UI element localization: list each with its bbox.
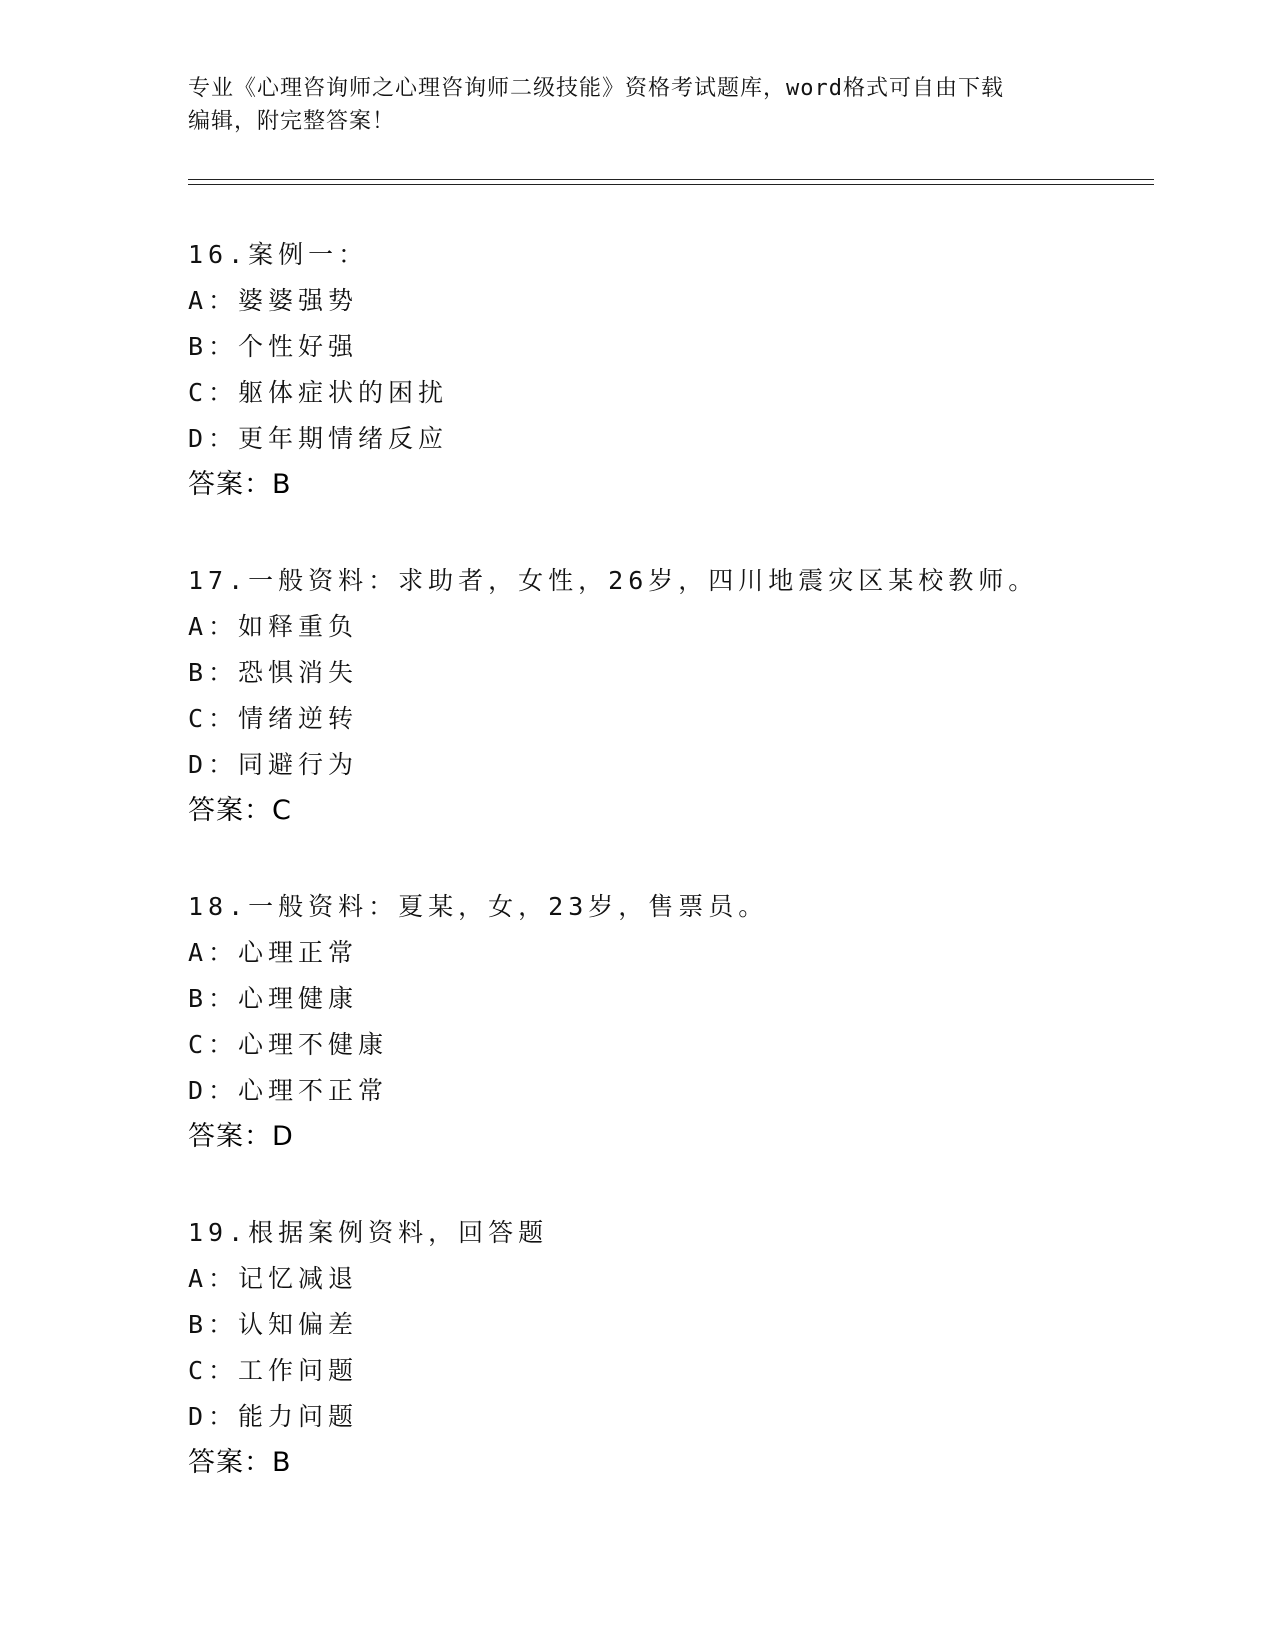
answer-line: 答案：D (188, 1121, 294, 1152)
question-list (188, 232, 1148, 1536)
option-a: A：记忆减退 (188, 1264, 359, 1293)
answer-line: 答案：C (188, 795, 292, 826)
question-stem: 19.根据案例资料，回答题 (188, 1218, 549, 1247)
option-d: D：同避行为 (188, 750, 359, 779)
answer-line: 答案：B (188, 1447, 292, 1478)
option-d: D：能力问题 (188, 1402, 359, 1431)
question-19 (188, 1210, 1148, 1486)
question-17 (188, 558, 1148, 834)
option-c: C：情绪逆转 (188, 704, 359, 733)
option-b: B：心理健康 (188, 984, 359, 1013)
option-b: B：恐惧消失 (188, 658, 359, 687)
question-18 (188, 884, 1148, 1160)
option-b: B：个性好强 (188, 332, 359, 361)
option-c: C：心理不健康 (188, 1030, 389, 1059)
option-b: B：认知偏差 (188, 1310, 359, 1339)
header-line-2: 编辑，附完整答案！ (188, 109, 396, 134)
question-stem: 16.案例一： (188, 240, 369, 269)
header-divider-top (188, 179, 1154, 180)
answer-line: 答案：B (188, 469, 292, 500)
document-header (188, 72, 1088, 138)
option-d: D：心理不正常 (188, 1076, 389, 1105)
question-16 (188, 232, 1148, 508)
header-divider-bottom (188, 184, 1154, 185)
option-d: D：更年期情绪反应 (188, 424, 449, 453)
option-c: C：工作问题 (188, 1356, 359, 1385)
question-stem: 18.一般资料：夏某，女，23岁，售票员。 (188, 892, 769, 921)
header-line-1: 专业《心理咨询师之心理咨询师二级技能》资格考试题库，word格式可自由下载 (188, 76, 1004, 101)
option-a: A：如释重负 (188, 612, 359, 641)
option-a: A：婆婆强势 (188, 286, 359, 315)
question-stem: 17.一般资料：求助者，女性，26岁，四川地震灾区某校教师。 (188, 566, 1039, 595)
option-a: A：心理正常 (188, 938, 359, 967)
option-c: C：躯体症状的困扰 (188, 378, 449, 407)
